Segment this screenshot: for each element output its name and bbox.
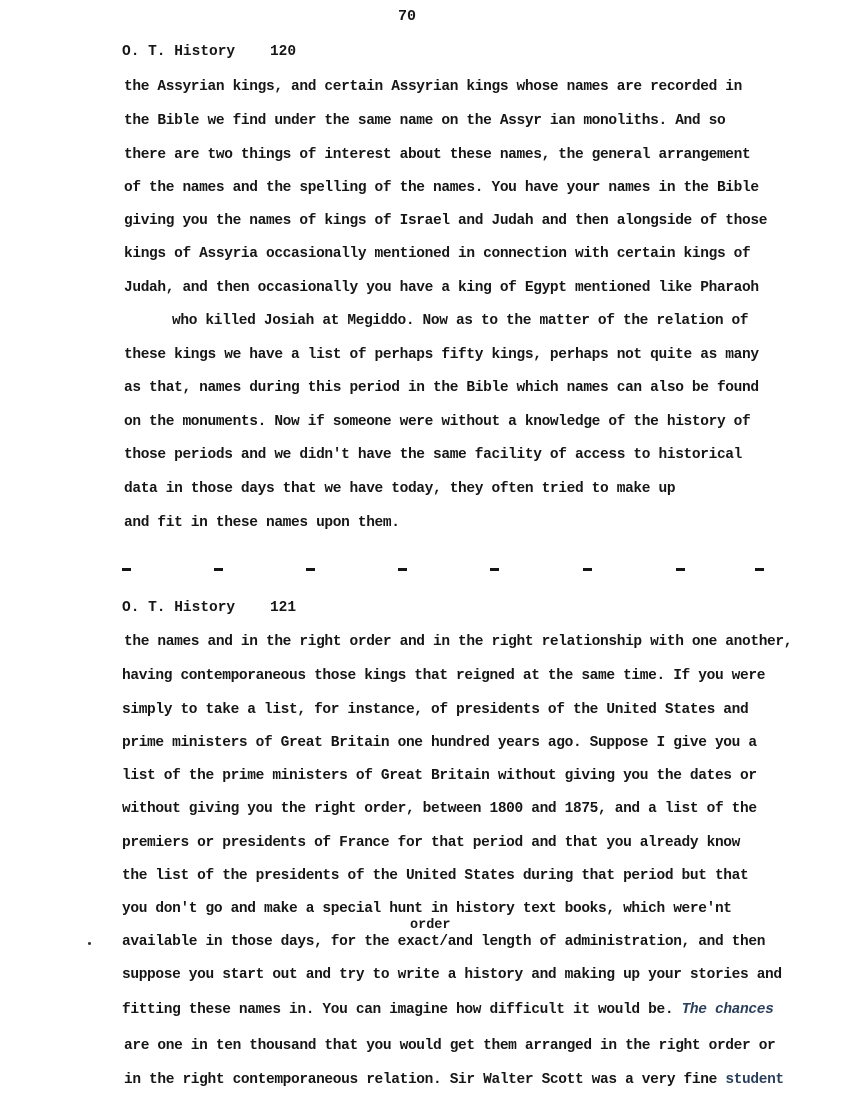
separator-dash xyxy=(583,568,592,571)
interlinear-insertion: order xyxy=(410,918,451,933)
course-page: 121 xyxy=(269,600,297,616)
text-line-with-tail xyxy=(122,1002,773,1018)
text-line: list of the prime ministers of Great Britain without giving you the dates or xyxy=(122,768,757,784)
text-line: on the monuments. Now if someone were without a knowledge of the history of xyxy=(124,414,751,430)
text-line: these kings we have a list of perhaps fifty kings, perhaps not quite as many xyxy=(124,347,759,363)
course-title: O. T. History xyxy=(122,600,236,616)
text-line: of the names and the spelling of the names. You have your names in the Bible xyxy=(124,180,759,196)
text-line: data in those days that we have today, they often tried to make up xyxy=(124,481,676,497)
separator-dash xyxy=(755,568,764,571)
text-line: prime ministers of Great Britain one hundred years ago. Suppose I give you a xyxy=(122,735,757,751)
retyped-fragment: student xyxy=(725,1072,784,1088)
text-line: premiers or presidents of France for that period and that you already know xyxy=(122,835,741,851)
text-line: the Bible we find under the same name on the Assyr ian monoliths. And so xyxy=(124,113,726,129)
text-line: those periods and we didn't have the same facility of access to historical xyxy=(124,447,743,463)
text-line: giving you the names of kings of Israel and Judah and then alongside of those xyxy=(124,213,768,229)
section-heading-121 xyxy=(122,600,296,616)
text-line: available in those days, for the exact/and length of administration, and then xyxy=(122,934,766,950)
page-number: 70 xyxy=(398,8,417,25)
text-line: there are two things of interest about these names, the general arrangement xyxy=(124,147,751,163)
text-line: and fit in these names upon them. xyxy=(124,515,400,531)
text-line: suppose you start out and try to write a history and making up your stories and xyxy=(122,967,782,983)
text-line: kings of Assyria occasionally mentioned in connection with certain kings of xyxy=(124,246,751,262)
text-line: Judah, and then occasionally you have a king of Egypt mentioned like Pharaoh xyxy=(124,280,759,296)
text-line: who killed Josiah at Megiddo. Now as to the matter of the relation of xyxy=(172,313,749,329)
course-page: 120 xyxy=(269,44,297,60)
text-line: fitting these names in. You can imagine how difficult it would be. xyxy=(122,1002,674,1018)
retyped-fragment: The chances xyxy=(681,1002,774,1018)
course-title: O. T. History xyxy=(122,44,236,60)
text-line: having contemporaneous those kings that reigned at the same time. If you were xyxy=(122,668,766,684)
separator-dash xyxy=(676,568,685,571)
text-line: without giving you the right order, between 1800 and 1875, and a list of the xyxy=(122,801,757,817)
separator-dash xyxy=(398,568,407,571)
separator-dash xyxy=(214,568,223,571)
text-line: as that, names during this period in the Bible which names can also be found xyxy=(124,380,759,396)
text-line: you don't go and make a special hunt in history text books, which were'nt xyxy=(122,901,732,917)
separator-dash xyxy=(490,568,499,571)
margin-mark xyxy=(88,942,91,945)
separator-dash xyxy=(306,568,315,571)
text-line: the names and in the right order and in the right relationship with one another, xyxy=(124,634,793,650)
text-line: the list of the presidents of the United States during that period but that xyxy=(122,868,749,884)
section-heading-120 xyxy=(122,44,296,60)
text-line: are one in ten thousand that you would get them arranged in the right order or xyxy=(124,1038,776,1054)
text-line: simply to take a list, for instance, of presidents of the United States and xyxy=(122,702,749,718)
text-line-with-tail xyxy=(124,1072,784,1088)
text-line: in the right contemporaneous relation. Sir Walter Scott was a very fine xyxy=(124,1072,717,1088)
text-line: the Assyrian kings, and certain Assyrian kings whose names are recorded in xyxy=(124,79,743,95)
separator-dash xyxy=(122,568,131,571)
